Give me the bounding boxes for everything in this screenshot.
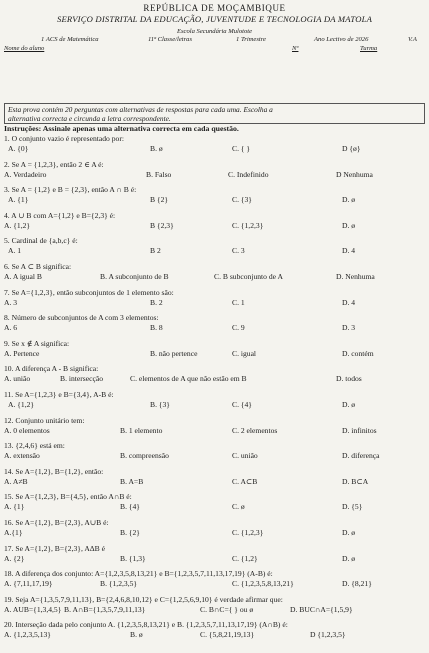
answer-option[interactable]: D. BUC∩A={1,5,9}: [290, 604, 353, 614]
answer-option[interactable]: A. A≠B: [4, 476, 28, 486]
answer-option[interactable]: B. {2}: [120, 528, 140, 537]
answer-option[interactable]: A. Pertence: [4, 348, 40, 358]
question-text: 5. Cardinal de {a,b,c} é:: [4, 236, 78, 246]
answer-option[interactable]: A. 3: [4, 297, 18, 307]
answer-option[interactable]: A. 1: [8, 246, 22, 256]
answer-option[interactable]: A. {2}: [4, 553, 25, 563]
answer-option[interactable]: B. {1,3}: [120, 553, 146, 563]
answer-option[interactable]: B {2}: [150, 195, 169, 205]
answer-option[interactable]: B. intersecção: [60, 374, 104, 384]
question-text: 15. Se A={1,2,3}, B={4,5}, então A∩B é:: [4, 492, 132, 502]
question-text: 11. Se A={1,2,3} e B={3,4}, A-B é:: [4, 390, 114, 399]
notice-line-1: Esta prova contém 20 perguntas com alternativas de respostas para cada uma. Escolha a: [8, 105, 273, 114]
answer-option[interactable]: D. Nenhuma: [336, 272, 375, 281]
test-subject: 1 ACS de Matemática: [41, 36, 99, 43]
answer-option[interactable]: B. 8: [150, 323, 163, 333]
trimester: 1 Trimestre: [236, 36, 266, 43]
answer-option[interactable]: A. união: [4, 374, 31, 384]
answer-option[interactable]: D. 4: [342, 246, 356, 256]
answer-option[interactable]: D. 4: [342, 297, 356, 307]
student-name-label: Nome do aluno: [4, 45, 45, 52]
answer-option[interactable]: C. { }: [232, 144, 251, 153]
question-text: 13. {2,4,6} está em:: [4, 441, 65, 451]
answer-option[interactable]: A. {1,2}: [4, 220, 31, 230]
question-text: 6. Se A ⊂ B significa:: [4, 262, 72, 271]
answer-option[interactable]: C. B subconjunto de A: [214, 272, 283, 281]
question-text: 17. Se A={1,2}, B={2,3}, AΔB é: [4, 543, 106, 553]
class-level: 11ª Classe/letras: [148, 36, 193, 43]
school-name: Escola Secundária Mulotote: [176, 28, 253, 35]
answer-option[interactable]: D. ø: [342, 220, 356, 230]
answer-option[interactable]: C. 3: [232, 246, 245, 256]
answer-option[interactable]: D. ø: [342, 553, 356, 563]
answer-option[interactable]: C. ø: [232, 502, 245, 512]
answer-option[interactable]: D. diferença: [342, 451, 380, 461]
instructions-line: Instruções: Assinale apenas uma alternativa correcta em cada questão.: [4, 124, 239, 133]
instructions-box: [4, 103, 425, 124]
question-text: 10. A diferença A - B significa:: [4, 364, 99, 374]
answer-option[interactable]: A. {1,2}: [8, 400, 35, 409]
answer-option[interactable]: D. contém: [342, 348, 374, 358]
answer-option[interactable]: B. 1 elemento: [120, 425, 163, 435]
answer-option[interactable]: C. A⊂B: [232, 476, 258, 486]
student-number-label: Nº: [292, 45, 299, 52]
answer-option[interactable]: C. Indefinido: [228, 169, 269, 179]
question-text: 19. Seja A={1,3,5,7,9,11,13}, B={2,4,6,8,10,12} e C={1,2,5,6,9,10} é verdade afirmar que:: [4, 594, 283, 604]
answer-option[interactable]: B. 2: [150, 297, 163, 307]
answer-option[interactable]: A. {7,11,17,19}: [4, 579, 53, 589]
answer-option[interactable]: B. ø: [150, 144, 163, 153]
answer-option[interactable]: B. {3}: [150, 400, 170, 409]
answer-option[interactable]: A. A igual B: [4, 272, 42, 281]
school-year: Ano Lectivo de 2026: [314, 36, 369, 43]
exam-variant: V.A: [408, 36, 417, 43]
question-text: 8. Número de subconjuntos de A com 3 elementos:: [4, 313, 159, 323]
answer-option[interactable]: B. Falso: [146, 169, 172, 179]
republic-title: REPÚBLICA DE MOÇAMBIQUE: [143, 3, 286, 13]
answer-option[interactable]: C. {1,2,3}: [232, 220, 264, 230]
answer-option[interactable]: D Nenhuma: [336, 169, 373, 179]
answer-option[interactable]: A. {1}: [8, 195, 29, 205]
answer-option[interactable]: C. {1,2,3}: [232, 528, 264, 537]
answer-option[interactable]: A. 0 elementos: [4, 425, 50, 435]
question-text: 3. Se A = {1,2} e B = {2,3}, então A ∩ B é:: [4, 185, 137, 195]
answer-option[interactable]: D {ø}: [342, 144, 361, 153]
answer-option[interactable]: D. ø: [342, 528, 356, 537]
answer-option[interactable]: C. igual: [232, 348, 257, 358]
answer-option[interactable]: B. ø: [130, 630, 143, 640]
answer-option[interactable]: B. A=B: [120, 476, 144, 486]
answer-option[interactable]: B. compreensão: [120, 451, 169, 461]
answer-option[interactable]: B. {4}: [120, 502, 140, 512]
question-text: 16. Se A={1,2}, B={2,3}, A∪B é:: [4, 518, 109, 527]
answer-option[interactable]: D. B⊂A: [342, 476, 369, 486]
answer-option[interactable]: A. extensão: [4, 451, 40, 461]
answer-option[interactable]: D {1,2,3,5}: [310, 630, 346, 640]
answer-option[interactable]: A. {1,2,3,5,13}: [4, 630, 51, 640]
question-text: 4. A ∪ B com A={1,2} e B={2,3} é:: [4, 210, 116, 220]
question-text: 7. Se A={1,2,3}, então subconjuntos de 1 elemento são:: [4, 287, 174, 297]
answer-option[interactable]: D. {5}: [342, 502, 363, 512]
answer-option[interactable]: C. elementos de A que não estão em B: [130, 374, 247, 384]
answer-option[interactable]: B {2,3}: [150, 220, 174, 230]
answer-option[interactable]: D. todos: [336, 374, 362, 384]
service-title: SERVIÇO DISTRITAL DA EDUCAÇÃO, JUVENTUDE E TECNOLOGIA DA MATOLA: [56, 14, 373, 24]
answer-option[interactable]: C. {3}: [232, 195, 252, 205]
answer-option[interactable]: C. 1: [232, 297, 245, 307]
question-text: 14. Se A={1,2}, B={1,2}, então:: [4, 466, 104, 476]
question-text: 9. Se x ∉ A significa:: [4, 338, 70, 348]
answer-option[interactable]: D. infinitos: [342, 425, 377, 435]
question-text: 1. O conjunto vazio é representado por:: [4, 134, 124, 143]
answer-option[interactable]: C. {4}: [232, 400, 252, 409]
question-text: 2. Se A = {1,2,3}, então 2 ∈ A é:: [4, 159, 104, 169]
answer-option[interactable]: D. ø: [342, 195, 356, 205]
answer-option[interactable]: C. 2 elementos: [232, 425, 278, 435]
answer-option[interactable]: A. Verdadeiro: [4, 169, 47, 179]
answer-option[interactable]: B. não pertence: [150, 348, 198, 358]
question-text: 18. A diferença dos conjunto: A={1,2,3,5,8,13,21} e B={1,2,3,5,7,11,13,17,19} (A-B) é:: [4, 569, 273, 579]
answer-option[interactable]: C. união: [232, 451, 258, 461]
answer-option[interactable]: A. AUB={1,3,4,5}: [4, 604, 62, 614]
turma-label: Turma: [360, 45, 378, 52]
answer-option[interactable]: C. 9: [232, 323, 245, 333]
answer-option[interactable]: D. ø: [342, 400, 356, 409]
notice-line-2: alternativa correcta e circunda a letra correspondente.: [8, 114, 171, 123]
answer-option[interactable]: B 2: [150, 246, 161, 256]
answer-option[interactable]: B. A∩B={1,3,5,7,9,11,13}: [64, 604, 146, 614]
answer-option[interactable]: C. {5,8,21,19,13}: [200, 630, 255, 640]
answer-option[interactable]: B. A subconjunto de B: [100, 272, 169, 281]
answer-option[interactable]: D. {8,21}: [342, 579, 372, 589]
answer-option[interactable]: A. {1}: [4, 502, 25, 512]
answer-option[interactable]: A. {0}: [8, 144, 29, 153]
question-text: 12. Conjunto unitário tem:: [4, 415, 85, 425]
answer-option[interactable]: C. B∩C={ } ou ø: [200, 604, 254, 614]
answer-option[interactable]: A.{1}: [4, 528, 23, 537]
answer-option[interactable]: B. {1,2,3,5}: [100, 579, 138, 589]
answer-option[interactable]: C. {1,2}: [232, 553, 258, 563]
answer-option[interactable]: A. 6: [4, 323, 18, 333]
answer-option[interactable]: C. {1,2,3,5,8,13,21}: [232, 579, 294, 589]
question-text: 20. Interseção dada pelo conjunto A. {1,2,3,5,8,13,21} e B. {1,2,3,5,7,11,13,17,19} (A∩B) é:: [4, 620, 288, 630]
answer-option[interactable]: D. 3: [342, 323, 356, 333]
